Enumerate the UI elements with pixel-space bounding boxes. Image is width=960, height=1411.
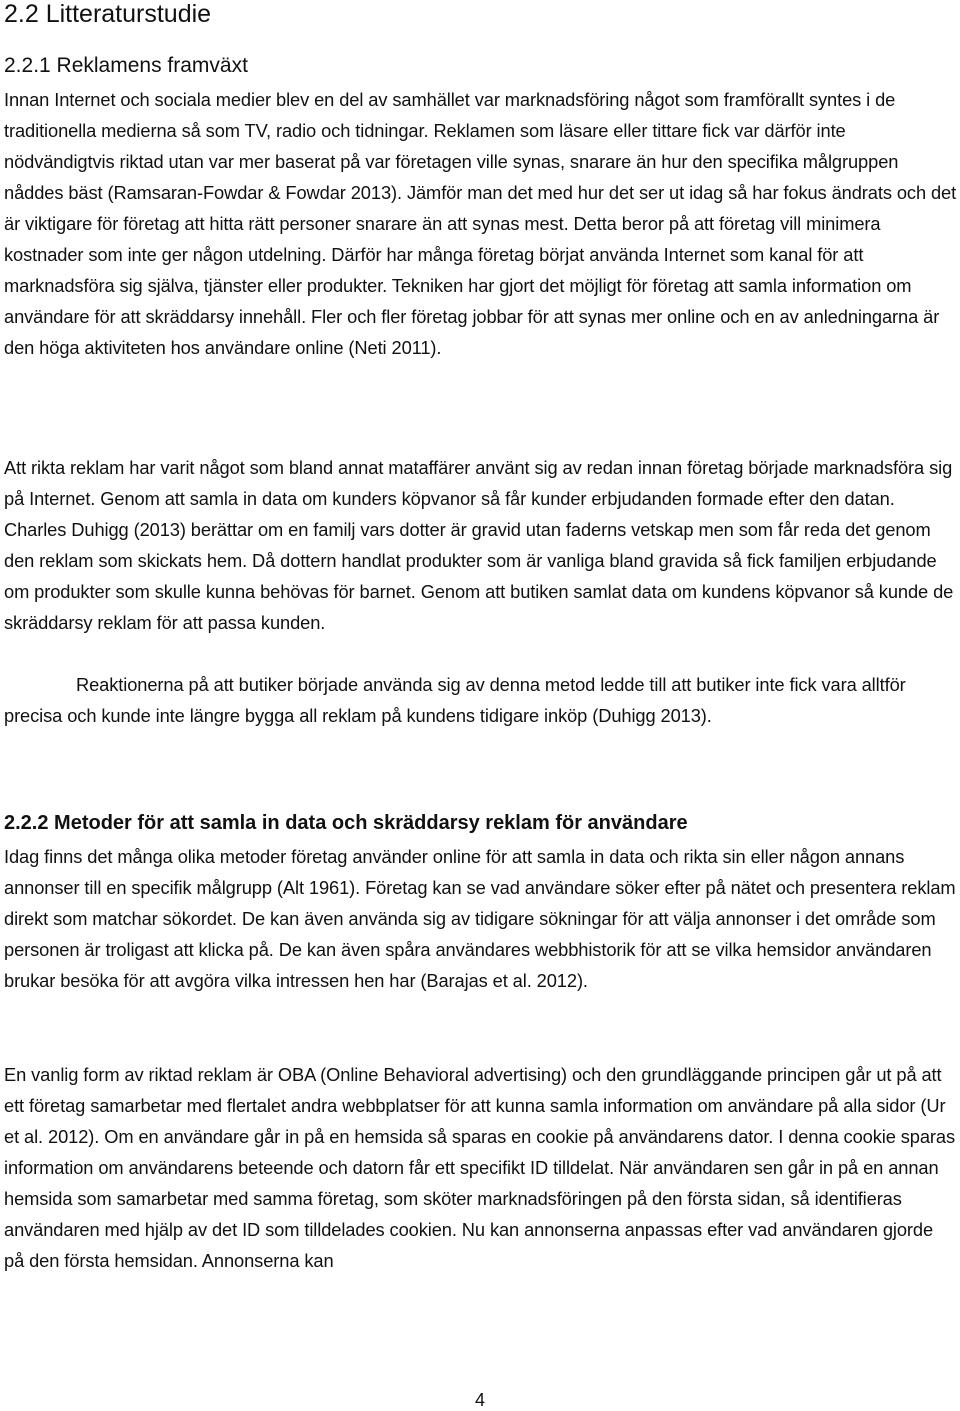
section-heading: 2.2 Litteraturstudie [4, 0, 212, 28]
page-number: 4 [474, 1390, 485, 1410]
subsection-heading-reklamens-framvaxt: 2.2.1 Reklamens framväxt [4, 54, 248, 77]
paragraph: Idag finns det många olika metoder företag använder online för att samla in data och rikta sin eller någon annans annonser till en specifik målgrupp (Alt 1961). Företag kan se vad användare söker efter på nätet och presentera reklam direkt som matchar sökordet. De kan även använda sig av tidigare sökningar för att välja annonser i det område som personen är troligast att klicka på. De kan även spåra användares webbhistorik för att se vilka hemsidor användaren brukar besöka för att avgöra vilka intressen hen har (Barajas et al. 2012). [4, 846, 956, 991]
paragraph: Reaktionerna på att butiker började använda sig av denna metod ledde till att butiker inte fick vara alltför precisa och kunde inte längre bygga all reklam på kundens tidigare inköp (Duhigg 2013). [4, 674, 906, 726]
paragraph: Innan Internet och sociala medier blev en del av samhället var marknadsföring något som framförallt syntes i de traditionella medierna så som TV, radio och tidningar. Reklamen som läsare eller tittare fick var därför inte nödvändigtvis riktad utan var mer baserat på var företagen ville synas, snarare än hur den specifika målgruppen nåddes bäst (Ramsaran-Fowdar & Fowdar 2013). Jämför man det med hur det ser ut idag så har fokus ändrats och det är viktigare för företag att hitta rätt personer snarare än att synas mest. Detta beror på att företag vill minimera kostnader som inte ger någon utdelning. Därför har många företag börjat använda Internet som kanal för att marknadsföra sig själva, tjänster eller produkter. Tekniken har gjort det möjligt för företag att samla information om användare för att skräddarsy innehåll. Fler och fler företag jobbar för att synas mer online och en av anledningarna är den höga aktiviteten hos användare online (Neti 2011). [4, 89, 957, 358]
paragraph: Att rikta reklam har varit något som bland annat mataffärer använt sig av redan innan företag började marknadsföra sig på Internet. Genom att samla in data om kunders köpvanor så får kunder erbjudanden formade efter den datan. Charles Duhigg (2013) berättar om en familj vars dotter är gravid utan faderns vetskap men som får reda det genom den reklam som skickats hem. Då dottern handlat produkter som är vanliga bland gravida så fick familjen erbjudande om produkter som skulle kunna behövas för barnet. Genom att butiken samlat data om kundens köpvanor så kunde de skräddarsy reklam för att passa kunden. [4, 457, 954, 633]
subsection-heading-metoder: 2.2.2 Metoder för att samla in data och skräddarsy reklam för användare [4, 812, 688, 834]
paragraph: En vanlig form av riktad reklam är OBA (Online Behavioral advertising) och den grundläggande principen går ut på att ett företag samarbetar med flertalet andra webbplatser för att kunna samla information om användare på alla sidor (Ur et al. 2012). Om en användare går in på en hemsida så sparas en cookie på användarens dator. I denna cookie sparas information om användarens beteende och datorn får ett specifikt ID tilldelat. När användaren sen går in på en annan hemsida som samarbetar med samma företag, som sköter marknadsföringen på den första sidan, så identifieras användaren med hjälp av det ID som tilldelades cookien. Nu kan annonserna anpassas efter vad användaren gjorde på den första hemsidan. Annonserna kan [4, 1064, 956, 1271]
